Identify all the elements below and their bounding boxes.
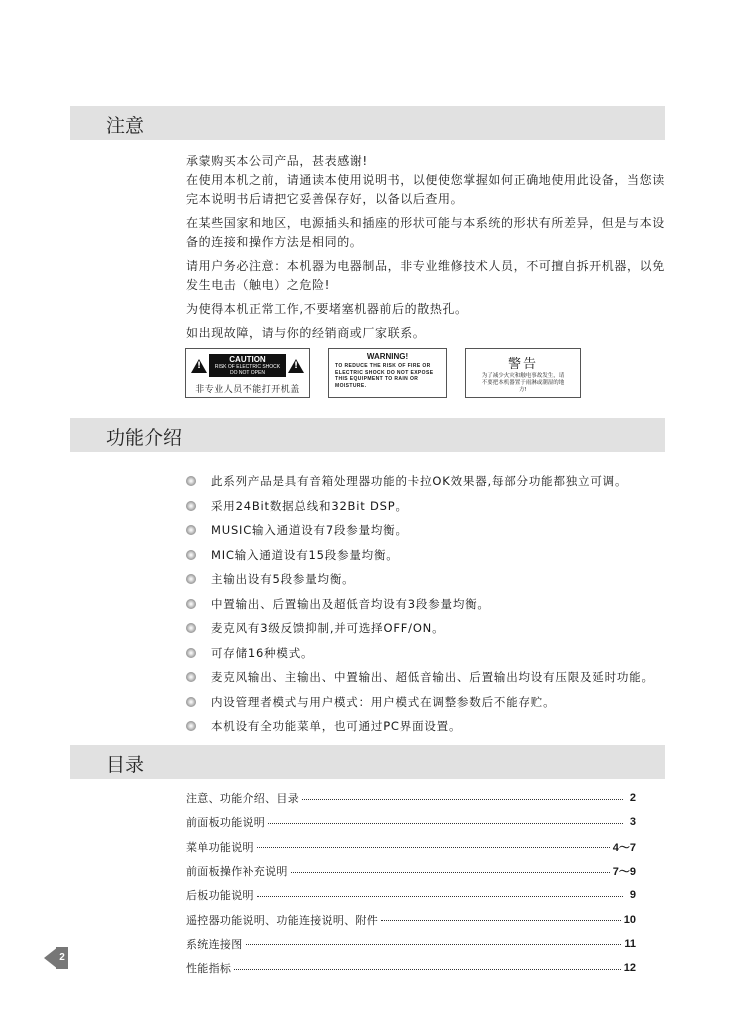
toc-label: 前面板功能说明: [186, 816, 266, 830]
warning-title: WARNING!: [366, 352, 409, 361]
list-item: [186, 469, 676, 494]
bullet-icon: [186, 672, 196, 682]
toc-page: 12: [623, 962, 636, 975]
feature-text: 本机设有全功能菜单，也可通过PC界面设置。: [211, 719, 462, 734]
feature-text: 此系列产品是具有音箱处理器功能的卡拉OK效果器,每部分功能都独立可调。: [211, 474, 628, 489]
feature-text: 采用24Bit数据总线和32Bit DSP。: [211, 498, 408, 513]
notice-text: [186, 152, 666, 343]
bullet-icon: [186, 599, 196, 609]
toc-label: 前面板操作补充说明: [186, 865, 288, 879]
caution-title: CAUTION: [229, 355, 266, 364]
toc-leader: [381, 920, 621, 921]
toc-leader: [257, 847, 610, 848]
feature-list: [186, 469, 676, 739]
toc-entry[interactable]: [186, 835, 636, 859]
bullet-icon: [186, 525, 196, 535]
section-header-toc: [70, 745, 665, 779]
toc-entry[interactable]: [186, 810, 636, 834]
bullet-icon: [186, 721, 196, 731]
toc-entry[interactable]: [186, 883, 636, 907]
page-number-tab: [44, 947, 66, 969]
bullet-icon: [186, 476, 196, 486]
toc-page: 4～7: [612, 841, 636, 854]
caution-label: [185, 348, 310, 398]
list-item: [186, 641, 676, 666]
bullet-icon: [186, 550, 196, 560]
bullet-icon: [186, 623, 196, 633]
toc-label: 性能指标: [186, 962, 232, 976]
toc-page: 2: [629, 792, 636, 805]
list-item: [186, 494, 676, 519]
warning-text: TO REDUCE THE RISK OF FIRE OR ELECTRIC SHOCK DO NOT EXPOSE THIS EQUIPMENT TO RAIN OR MOISTURE.: [335, 363, 434, 389]
warning-triangle-icon: [288, 359, 304, 373]
toc-entry[interactable]: [186, 956, 636, 980]
bullet-icon: [186, 697, 196, 707]
page-number: 2: [56, 947, 68, 969]
feature-text: 中置输出、后置输出及超低音均设有3段参量均衡。: [211, 596, 490, 611]
jinggao-label: [465, 348, 581, 398]
feature-text: 麦克风有3级反馈抑制,并可选择OFF/ON。: [211, 621, 445, 636]
list-item: [186, 665, 676, 690]
feature-text: 麦克风输出、主输出、中置输出、超低音输出、后置输出均设有压限及延时功能。: [211, 670, 654, 685]
feature-text: 可存储16种模式。: [211, 645, 314, 660]
toc-leader: [234, 969, 621, 970]
toc-leader: [268, 823, 623, 824]
list-item: [186, 616, 676, 641]
list-item: [186, 714, 676, 739]
toc-entry[interactable]: [186, 932, 636, 956]
section-title-toc: 目录: [106, 754, 145, 776]
jinggao-text: 为了减少火灾和触电事故发生，请不要把本机器置于雨淋或潮湿的地方!: [481, 373, 565, 393]
toc-leader: [291, 872, 610, 873]
list-item: [186, 567, 676, 592]
notice-paragraph: 在使用本机之前，请通读本使用说明书，以便使您掌握如何正确地使用此设备，当您读完本说明书后请把它妥善保存好，以备以后查用。: [186, 173, 665, 206]
toc-entry[interactable]: [186, 907, 636, 931]
table-of-contents: [186, 786, 636, 980]
notice-paragraph: 在某些国家和地区，电源插头和插座的形状可能与本系统的形状有所差异，但是与本设备的连接和操作方法是相同的。: [186, 216, 665, 249]
notice-paragraph: 承蒙购买本公司产品，甚表感谢!: [186, 154, 368, 168]
toc-leader: [302, 799, 623, 800]
toc-label: 菜单功能说明: [186, 840, 254, 854]
list-item: [186, 518, 676, 543]
section-title-features: 功能介绍: [106, 427, 183, 449]
warning-label: [328, 348, 447, 398]
bullet-icon: [186, 574, 196, 584]
toc-entry[interactable]: [186, 786, 636, 810]
feature-text: 内设管理者模式与用户模式：用户模式在调整参数后不能存贮。: [211, 694, 556, 709]
list-item: [186, 592, 676, 617]
feature-text: 主输出设有5段参量均衡。: [211, 572, 355, 587]
toc-label: 遥控器功能说明、功能连接说明、附件: [186, 913, 379, 927]
caution-footer: 非专业人员不能打开机盖: [195, 385, 300, 395]
jinggao-title: 警告: [507, 357, 538, 372]
toc-page: 9: [629, 889, 636, 902]
list-item: [186, 690, 676, 715]
list-item: [186, 543, 676, 568]
toc-page: 11: [624, 937, 636, 950]
toc-label: 后板功能说明: [186, 889, 254, 903]
section-title-notice: 注意: [106, 115, 145, 137]
toc-entry[interactable]: [186, 859, 636, 883]
notice-paragraph: 为使得本机正常工作,不要堵塞机器前后的散热孔。: [186, 302, 468, 316]
caution-line1: RISK OF ELECTRIC SHOCK: [214, 364, 281, 370]
warning-triangle-icon: [191, 359, 207, 373]
notice-paragraph: 请用户务必注意：本机器为电器制品，非专业维修技术人员，不可擅自拆开机器，以免发生电击（触电）之危险!: [186, 259, 665, 292]
toc-page: 3: [629, 816, 636, 829]
caution-line2: DO NOT OPEN: [230, 370, 265, 376]
feature-text: MUSIC输入通道设有7段参量均衡。: [211, 523, 408, 538]
notice-paragraph: 如出现故障，请与你的经销商或厂家联系。: [186, 326, 426, 340]
toc-leader: [246, 944, 622, 945]
feature-text: MIC输入通道设有15段参量均衡。: [211, 547, 399, 562]
toc-page: 10: [623, 913, 636, 926]
section-header-notice: [70, 106, 665, 140]
toc-label: 系统连接图: [186, 937, 243, 951]
toc-label: 注意、功能介绍、目录: [186, 792, 299, 806]
bullet-icon: [186, 501, 196, 511]
toc-page: 7～9: [612, 866, 636, 879]
section-header-features: [70, 418, 665, 452]
caution-banner: [209, 354, 286, 377]
toc-leader: [257, 896, 623, 897]
bullet-icon: [186, 648, 196, 658]
